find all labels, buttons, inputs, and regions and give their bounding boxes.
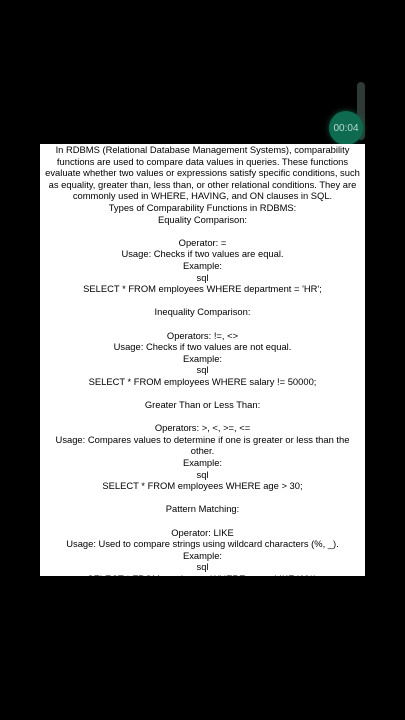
code-lang: sql xyxy=(196,468,209,480)
document-page xyxy=(40,144,365,584)
operator-line: Operator: = xyxy=(178,236,227,248)
types-heading: Types of Comparability Functions in RDBMS: xyxy=(108,201,297,213)
code-lang: sql xyxy=(196,561,209,573)
usage-line: Usage: Checks if two values are not equal. xyxy=(113,341,292,353)
code-line: SELECT * FROM employees WHERE age > 30; xyxy=(102,480,303,492)
example-label: Example: xyxy=(182,457,223,469)
section-heading: Inequality Comparison: xyxy=(154,306,251,318)
code-line: SELECT * FROM employees WHERE department = 'HR'; xyxy=(83,283,322,295)
example-label: Example: xyxy=(182,352,223,364)
intro-paragraph: In RDBMS (Relational Database Management Systems), comparability functions are used to compare data values in queries. These functions evaluate whether two values or expressions satisfy specific conditions, such as equality, greater than, less than, or other relational conditions. They are commonly used in WHERE, HAVING, and ON clauses in SQL. xyxy=(45,144,360,202)
code-line: SELECT * FROM employees WHERE salary != 50000; xyxy=(88,375,317,387)
usage-line: Usage: Checks if two values are equal. xyxy=(121,248,284,260)
operator-line: Operator: LIKE xyxy=(171,526,234,538)
section-heading: Pattern Matching: xyxy=(165,503,240,515)
section-heading: Greater Than or Less Than: xyxy=(144,399,261,411)
example-label: Example: xyxy=(182,259,223,271)
timer-badge: 00:04 xyxy=(329,111,363,145)
usage-line: Usage: Used to compare strings using wildcard characters (%, _). xyxy=(66,538,339,550)
example-label: Example: xyxy=(182,549,223,561)
code-lang: sql xyxy=(196,271,209,283)
section-heading: Equality Comparison: xyxy=(157,213,248,225)
operator-line: Operators: !=, <> xyxy=(166,329,239,341)
code-lang: sql xyxy=(196,364,209,376)
document-content xyxy=(40,144,365,585)
operator-line: Operators: >, <, >=, <= xyxy=(154,422,251,434)
code-line: SELECT * FROM employees WHERE name LIKE 'A%'; xyxy=(87,572,318,584)
usage-line: Usage: Compares values to determine if one is greater or less than the other. xyxy=(55,433,350,457)
